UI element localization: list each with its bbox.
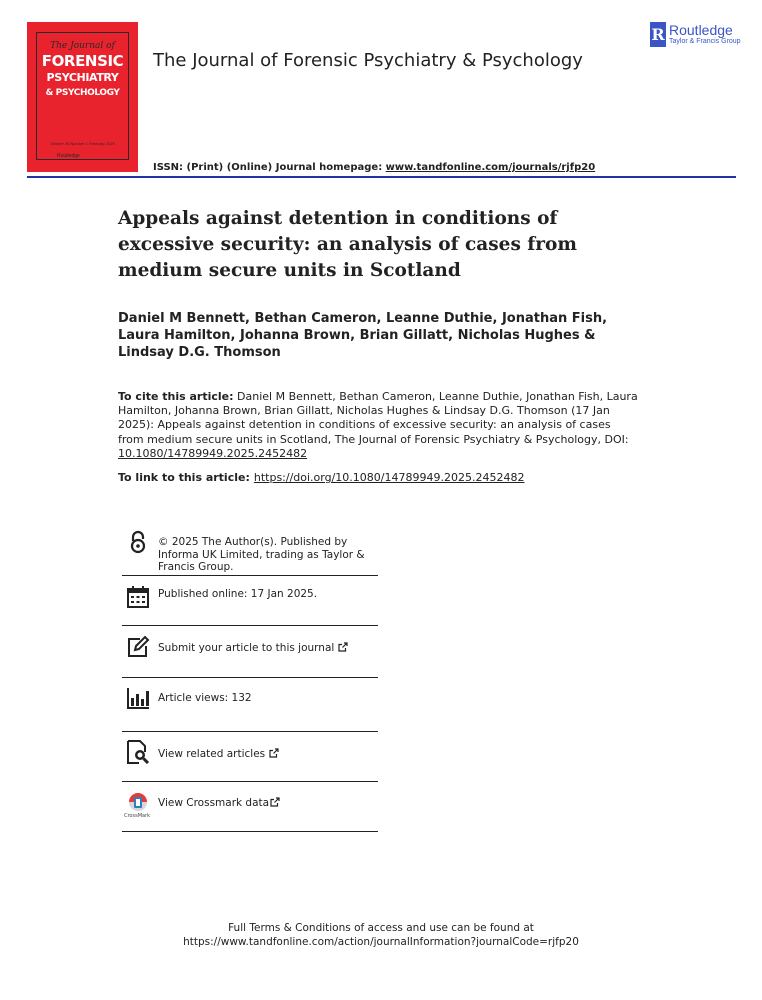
crossmark-row[interactable] <box>122 782 378 832</box>
related-row[interactable] <box>122 732 378 782</box>
related-text: View related articles <box>158 748 266 760</box>
crossmark-link[interactable] <box>158 797 378 810</box>
published-row <box>122 576 378 626</box>
brand-name: Routledge <box>669 22 733 38</box>
cover-volume: Volume 36 Number 1 February 2025 <box>50 141 115 146</box>
article-link-line <box>118 471 718 484</box>
footer-terms-url[interactable]: https://www.tandfonline.com/action/journalInformation?journalCode=rjfp20 <box>183 935 579 948</box>
issn-line <box>153 162 595 173</box>
header-divider <box>27 176 736 178</box>
citation-doi-link[interactable]: 10.1080/14789949.2025.2452482 <box>118 446 308 460</box>
cover-frame <box>36 32 129 160</box>
footer-terms-text: Full Terms & Conditions of access and use can be found at <box>228 922 534 934</box>
published-text: Published online: 17 Jan 2025. <box>158 588 318 600</box>
journal-title: The Journal of Forensic Psychiatry & Psychology <box>153 50 583 71</box>
crossmark-caption: CrossMark <box>124 813 151 819</box>
search-document-icon <box>126 740 150 764</box>
routledge-logo[interactable] <box>650 22 750 48</box>
license-text: © 2025 The Author(s). Published by Informa UK Limited, trading as Taylor & Francis Group. <box>158 536 365 573</box>
cover-the-journal-of: The Journal of <box>50 41 115 51</box>
article-doi-link[interactable]: https://doi.org/10.1080/14789949.2025.2452482 <box>253 471 525 484</box>
external-link-icon <box>269 748 279 758</box>
footer <box>0 922 762 949</box>
issn-prefix: ISSN: (Print) (Online) Journal homepage: <box>153 162 386 173</box>
submit-text: Submit your article to this journal <box>158 642 335 654</box>
calendar-icon <box>126 585 150 609</box>
edit-icon <box>126 635 150 659</box>
cover-forensic: FORENSIC <box>41 52 124 70</box>
license-row <box>122 530 378 576</box>
cover-publisher: Routledge <box>57 153 80 159</box>
link-label: To link to this article: <box>118 471 250 484</box>
cover-psychiatry: PSYCHIATRY <box>46 71 119 84</box>
external-link-icon <box>270 797 280 807</box>
routledge-r-icon: R <box>650 22 666 47</box>
related-link[interactable] <box>158 748 378 761</box>
article-title: Appeals against detention in conditions of excessive security: an analysis of cases from medium secure units in Scotland <box>118 208 577 281</box>
citation-block <box>118 390 638 461</box>
citation-text: Daniel M Bennett, Bethan Cameron, Leanne Duthie, Jonathan Fish, Laura Hamilton, Johanna Brown, Brian Gillatt, Nicholas Hughes & Lindsay D.G. Thomson (17 Jan 2025): Appeals against detention in conditions of excessive security: an analysis of cases from medium secure units in Scotland, The Journal of Forensic Psychiatry & Psychology, DOI: <box>118 390 638 446</box>
cover-psychology: & PSYCHOLOGY <box>45 88 120 98</box>
journal-cover[interactable] <box>27 22 138 172</box>
article-authors: Daniel M Bennett, Bethan Cameron, Leanne Duthie, Jonathan Fish, Laura Hamilton, Johanna Brown, Brian Gillatt, Nicholas Hughes & Lindsay D.G. Thomson <box>118 311 608 360</box>
submit-row[interactable] <box>122 626 378 678</box>
external-link-icon <box>338 642 348 652</box>
open-access-icon <box>126 530 150 554</box>
journal-homepage-link[interactable]: www.tandfonline.com/journals/rjfp20 <box>385 162 596 173</box>
submit-link[interactable] <box>158 642 378 655</box>
brand-subtitle: Taylor & Francis Group <box>669 38 741 45</box>
views-text: Article views: 132 <box>158 692 252 704</box>
citation-label: To cite this article: <box>118 390 234 403</box>
bar-chart-icon <box>126 686 150 710</box>
crossmark-text: View Crossmark data <box>158 797 270 809</box>
views-row <box>122 678 378 732</box>
